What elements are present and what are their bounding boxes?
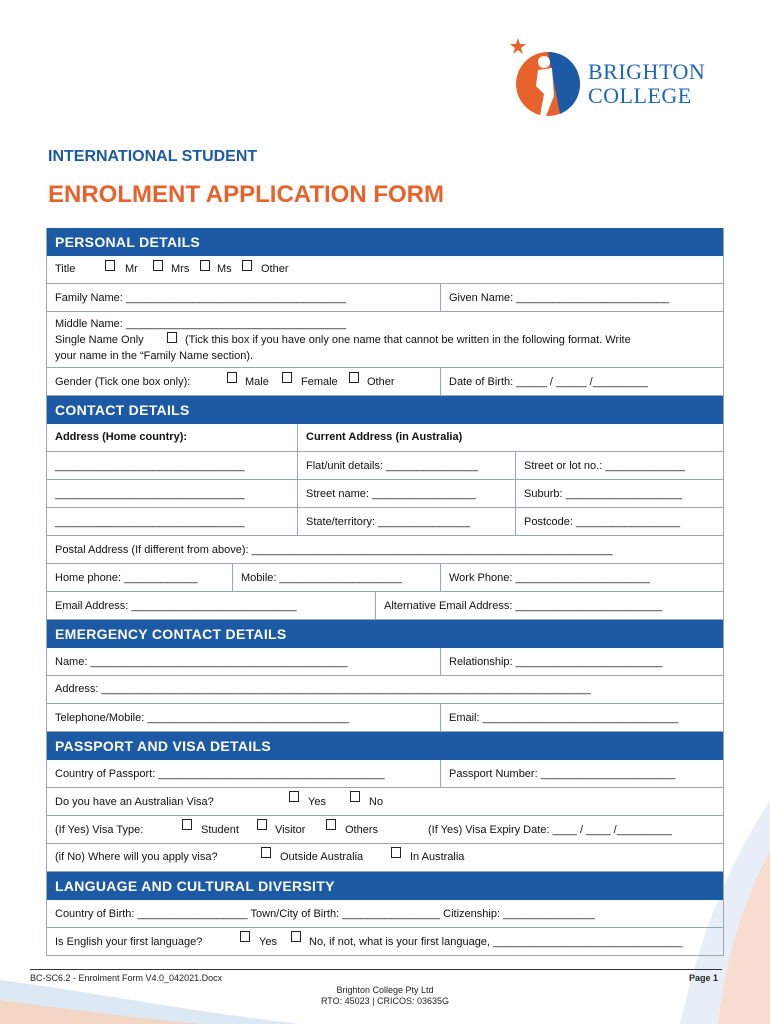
emergency-name-row: [47, 648, 723, 676]
divider: [440, 564, 441, 591]
street-name-field[interactable]: Street name: _________________: [306, 488, 477, 500]
mrs-checkbox[interactable]: [153, 260, 163, 271]
given-name-field[interactable]: Given Name: _________________________: [449, 292, 670, 304]
section-header-personal: PERSONAL DETAILS: [47, 228, 723, 256]
work-phone-field[interactable]: Work Phone: ______________________: [449, 572, 651, 584]
logo-line-brighton: BRIGHTON: [588, 59, 706, 84]
in-australia-checkbox[interactable]: [391, 847, 401, 858]
divider: [375, 592, 376, 619]
first-language-field[interactable]: No, if not, what is your first language, _______________________________: [309, 936, 683, 948]
footer-rto: RTO: 45023 | CRICOS: 03635G: [320, 996, 450, 1006]
email-field[interactable]: Email Address: ___________________________: [55, 600, 297, 612]
postal-address-field[interactable]: Postal Address (If different from above): ___________________________________________________________: [55, 544, 613, 556]
divider: [440, 760, 441, 787]
divider: [440, 368, 441, 395]
suburb-field[interactable]: Suburb: ___________________: [524, 488, 682, 500]
phone-row: [47, 564, 723, 592]
home-address-line-3[interactable]: _______________________________: [55, 516, 245, 528]
visa-yes-checkbox[interactable]: [289, 791, 299, 802]
single-name-note: (Tick this box if you have only one name that cannot be written in the following format. Write: [185, 334, 631, 346]
birth-details-fields[interactable]: Country of Birth: __________________ Town/City of Birth: ________________ Citizenship: _______________: [55, 908, 595, 920]
mr-label: Mr: [125, 263, 138, 275]
divider: [515, 452, 516, 479]
footer-rule: [30, 969, 722, 970]
male-label: Male: [245, 376, 269, 388]
middle-name-field[interactable]: Middle Name: ____________________________________: [55, 318, 347, 330]
divider: [297, 508, 298, 535]
mr-checkbox[interactable]: [105, 260, 115, 271]
divider: [232, 564, 233, 591]
divider: [297, 452, 298, 479]
address-row-1: [47, 452, 723, 480]
section-header-contact: CONTACT DETAILS: [47, 396, 723, 424]
address-row-3: [47, 508, 723, 536]
current-address-label: Current Address (in Australia): [306, 431, 463, 443]
single-name-checkbox[interactable]: [167, 332, 177, 343]
emergency-telephone-field[interactable]: Telephone/Mobile: _________________________________: [55, 712, 350, 724]
other-gender-label: Other: [367, 376, 395, 388]
address-row-2: [47, 480, 723, 508]
divider: [515, 508, 516, 535]
english-yes-checkbox[interactable]: [240, 931, 250, 942]
emergency-address-field[interactable]: Address: ________________________________________________________________________________: [55, 683, 591, 695]
visa-no-label: No: [369, 796, 384, 808]
home-address-line-1[interactable]: _______________________________: [55, 460, 245, 472]
emergency-phone-row: [47, 704, 723, 732]
section-header-emergency: EMERGENCY CONTACT DETAILS: [47, 620, 723, 648]
gender-row: [47, 368, 723, 396]
street-lot-field[interactable]: Street or lot no.: _____________: [524, 460, 685, 472]
section-header-passport: PASSPORT AND VISA DETAILS: [47, 732, 723, 760]
divider: [297, 480, 298, 507]
address-header-row: [47, 424, 723, 452]
single-name-note-cont: your name in the “Family Name section).: [55, 350, 254, 362]
other-gender-checkbox[interactable]: [349, 372, 359, 383]
family-name-field[interactable]: Family Name: ____________________________________: [55, 292, 347, 304]
footer-page-number: Page 1: [689, 973, 719, 983]
home-address-line-2[interactable]: _______________________________: [55, 488, 245, 500]
postal-row: [47, 536, 723, 564]
logo-line-college: COLLEGE: [588, 83, 692, 108]
divider: [440, 704, 441, 731]
english-question-label: Is English your first language?: [55, 936, 203, 948]
male-checkbox[interactable]: [227, 372, 237, 383]
visa-question-row: [47, 788, 723, 816]
divider: [515, 480, 516, 507]
relationship-field[interactable]: Relationship: ________________________: [449, 656, 663, 668]
gender-label: Gender (Tick one box only):: [55, 376, 191, 388]
visa-no-checkbox[interactable]: [350, 791, 360, 802]
passport-number-field[interactable]: Passport Number: ______________________: [449, 768, 676, 780]
others-visa-label: Others: [345, 824, 379, 836]
form-subtitle: INTERNATIONAL STUDENT: [48, 148, 258, 165]
mobile-field[interactable]: Mobile: ____________________: [241, 572, 402, 584]
other-title-label: Other: [261, 263, 289, 275]
student-visa-label: Student: [201, 824, 239, 836]
visitor-visa-checkbox[interactable]: [257, 819, 267, 830]
footer-doc-ref: BC-SC6.2 - Enrolment Form V4.0_042021.Docx: [30, 973, 223, 983]
visa-type-row: [47, 816, 723, 844]
section-header-language: LANGUAGE AND CULTURAL DIVERSITY: [47, 872, 723, 900]
divider: [440, 284, 441, 311]
middle-name-row: [47, 312, 723, 368]
visa-apply-row: [47, 844, 723, 872]
visa-question-label: Do you have an Australian Visa?: [55, 796, 214, 808]
state-field[interactable]: State/territory: _______________: [306, 516, 470, 528]
visa-apply-label: (if No) Where will you apply visa?: [55, 851, 218, 863]
alt-email-field[interactable]: Alternative Email Address: ________________________: [384, 600, 663, 612]
ms-label: Ms: [217, 263, 232, 275]
outside-australia-checkbox[interactable]: [261, 847, 271, 858]
in-australia-label: In Australia: [410, 851, 465, 863]
visa-expiry-field[interactable]: (If Yes) Visa Expiry Date: ____ / ____ /_________: [428, 824, 672, 836]
title-label: Title: [55, 263, 76, 275]
other-title-checkbox[interactable]: [242, 260, 252, 271]
english-yes-label: Yes: [259, 936, 277, 948]
outside-australia-label: Outside Australia: [280, 851, 364, 863]
logo-wordmark: [588, 60, 705, 108]
student-visa-checkbox[interactable]: [182, 819, 192, 830]
visa-type-label: (If Yes) Visa Type:: [55, 824, 144, 836]
female-checkbox[interactable]: [282, 372, 292, 383]
female-label: Female: [301, 376, 338, 388]
english-row: [47, 928, 723, 956]
mrs-label: Mrs: [171, 263, 190, 275]
others-visa-checkbox[interactable]: [326, 819, 336, 830]
dob-field[interactable]: Date of Birth: _____ / _____ /_________: [449, 376, 648, 388]
birth-row: [47, 900, 723, 928]
single-name-label: Single Name Only: [55, 334, 144, 346]
emergency-email-field[interactable]: Email: ________________________________: [449, 712, 679, 724]
footer-company: Brighton College Pty Ltd: [336, 985, 434, 995]
english-no-checkbox[interactable]: [291, 931, 301, 942]
passport-row: [47, 760, 723, 788]
visa-yes-label: Yes: [308, 796, 326, 808]
ms-checkbox[interactable]: [200, 260, 210, 271]
enrolment-form: [46, 228, 724, 956]
divider: [297, 424, 298, 451]
name-row: [47, 284, 723, 312]
title-row: [47, 256, 723, 284]
home-address-label: Address (Home country):: [55, 431, 188, 443]
visitor-visa-label: Visitor: [275, 824, 306, 836]
emergency-address-row: [47, 676, 723, 704]
email-row: [47, 592, 723, 620]
postcode-field[interactable]: Postcode: _________________: [524, 516, 680, 528]
emergency-name-field[interactable]: Name: __________________________________________: [55, 656, 348, 668]
flat-field[interactable]: Flat/unit details: _______________: [306, 460, 478, 472]
divider: [440, 648, 441, 675]
form-title: ENROLMENT APPLICATION FORM: [48, 181, 444, 208]
home-phone-field[interactable]: Home phone: ____________: [55, 572, 198, 584]
brighton-college-logo-icon: [508, 36, 588, 120]
passport-country-field[interactable]: Country of Passport: _____________________________________: [55, 768, 385, 780]
